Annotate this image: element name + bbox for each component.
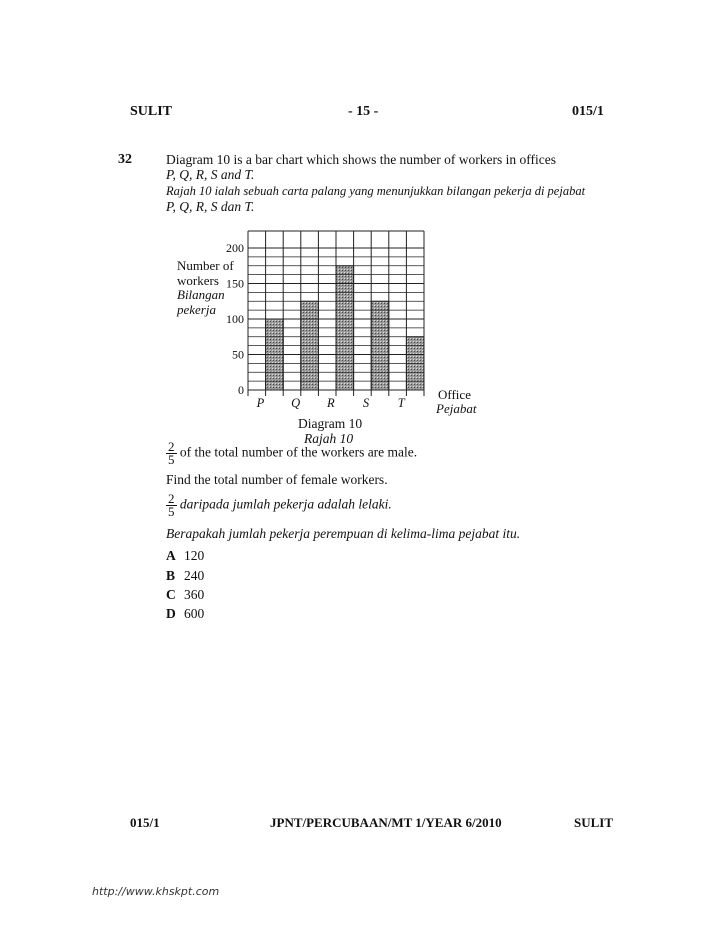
y-axis-label: Number of (177, 258, 234, 273)
option-b[interactable]: B 240 (166, 568, 205, 583)
source-url: http://www.khskpt.com (92, 885, 220, 898)
x-tick-label-t: T (397, 396, 405, 410)
diagram-caption-malay: Rajah 10 (304, 431, 354, 446)
diagram-caption: Diagram 10 (298, 416, 363, 431)
option-a[interactable]: A 120 (166, 548, 205, 563)
question-line-3-malay: Rajah 10 ialah sebuah carta palang yang menunjukkan bilangan pekerja di pejabat (166, 184, 586, 198)
find-instruction-ms: Berapakah jumlah pekerja perempuan di kelima-lima pejabat itu. (166, 526, 521, 541)
y-axis-label: pekerja (177, 302, 216, 317)
statement-en (166, 441, 417, 466)
find-instruction-en: Find the total number of female workers. (166, 472, 388, 487)
y-tick-label: 200 (226, 241, 244, 255)
y-tick-label: 150 (226, 276, 244, 291)
y-tick-label: 100 (226, 312, 244, 326)
question-line-4-malay: P, Q, R, S dan T. (166, 199, 255, 214)
question-number: 32 (118, 152, 132, 167)
x-tick-label-q: Q (291, 396, 301, 410)
x-tick-label-s: S (362, 396, 370, 410)
statement-en-text: of the total number of the workers are male. (179, 444, 418, 460)
option-d[interactable]: D 600 (166, 606, 205, 621)
question-line-1: Diagram 10 is a bar chart which shows the number of workers in offices (166, 152, 557, 167)
footer-left: 015/1 (130, 815, 160, 830)
fraction: $\frac{2}{5}$ (168, 439, 175, 467)
statement-ms-text: daripada jumlah pekerja adalah lelaki. (179, 496, 392, 512)
y-axis-label: Bilangan (177, 287, 225, 302)
x-tick-label-p: P (256, 396, 265, 410)
y-axis-label: workers (177, 273, 219, 288)
y-tick-label: 50 (232, 347, 244, 362)
page-number: - 15 - (348, 104, 379, 119)
header-left: SULIT (130, 104, 173, 119)
option-c[interactable]: C 360 (166, 587, 205, 602)
statement-ms (166, 493, 392, 518)
question-line-2: P, Q, R, S and T. (166, 167, 255, 182)
x-tick-label-r: R (326, 396, 335, 410)
x-axis-label: Office (438, 387, 471, 402)
x-axis-label-malay: Pejabat (436, 401, 477, 416)
fraction-malay: $\frac{2}{5}$ (168, 491, 175, 519)
footer-right: SULIT (574, 815, 614, 830)
footer-center: JPNT/PERCUBAAN/MT 1/YEAR 6/2010 (270, 815, 502, 830)
y-tick-label: 0 (238, 383, 244, 397)
header-right: 015/1 (572, 104, 604, 119)
